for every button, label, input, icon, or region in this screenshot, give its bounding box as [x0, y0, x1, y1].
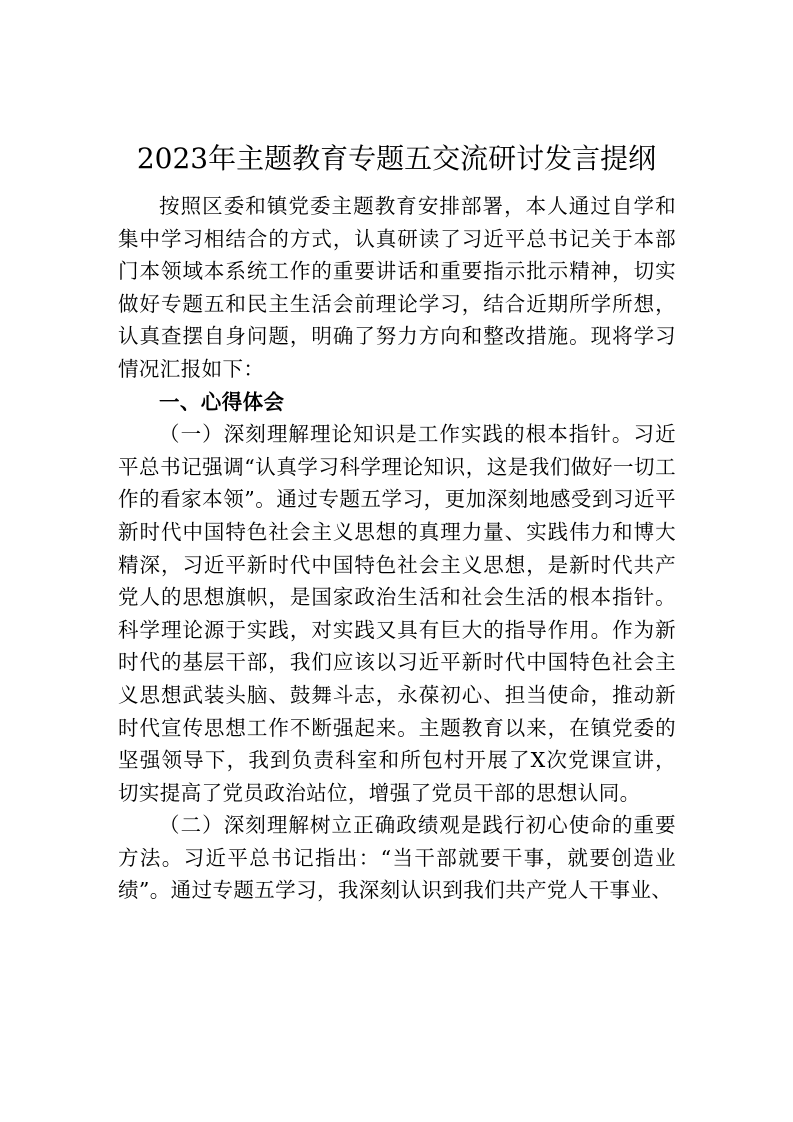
subsection-2-heading: （二）深刻理解树立正确政绩观是践行初心使命的重要方法。	[118, 813, 676, 870]
intro-paragraph: 按照区委和镇党委主题教育安排部署，本人通过自学和集中学习相结合的方式，认真研读了习近平总书记关于本部门本领域本系统工作的重要讲话和重要指示批示精神，切实做好专题五和民主生活会前理论学习，结合近期所学所想，认真查摆自身问题，明确了努力方向和整改措施。现将学习情况汇报如下：	[118, 194, 676, 381]
subsection-2-body: 习近平总书记指出：“当干部就要干事，就要创造业绩”。通过专题五学习，我深刻认识到我们共产党人干事业、	[118, 845, 676, 903]
subsection-1-paragraph	[118, 418, 676, 809]
section-heading-1: 一、心得体会	[159, 389, 285, 414]
subsection-2-paragraph	[118, 809, 676, 907]
document-body	[118, 190, 676, 907]
subsection-1-body: 习近平总书记强调“认真学习科学理论知识，这是我们做好一切工作的看家本领”。通过专题五学习，更加深刻地感受到习近平新时代中国特色社会主义思想的真理力量、实践伟力和博大精深，习近平新时代中国特色社会主义思想，是新时代共产党人的思想旗帜，是国家政治生活和社会生活的根本指针。科学理论源于实践，对实践又具有巨大的指导作用。作为新时代的基层干部，我们应该以习近平新时代中国特色社会主义思想武装头脑、鼓舞斗志，永葆初心、担当使命，推动新时代宣传思想工作不断强起来。主题教育以来，在镇党委的坚强领导下，我到负责科室和所包村开展了X次党课宣讲，切实提高了党员政治站位，增强了党员干部的思想认同。	[118, 422, 676, 805]
subsection-1-heading: （一）深刻理解理论知识是工作实践的根本指针。	[159, 422, 634, 447]
document-title: 2023年主题教育专题五交流研讨发言提纲	[136, 142, 657, 175]
